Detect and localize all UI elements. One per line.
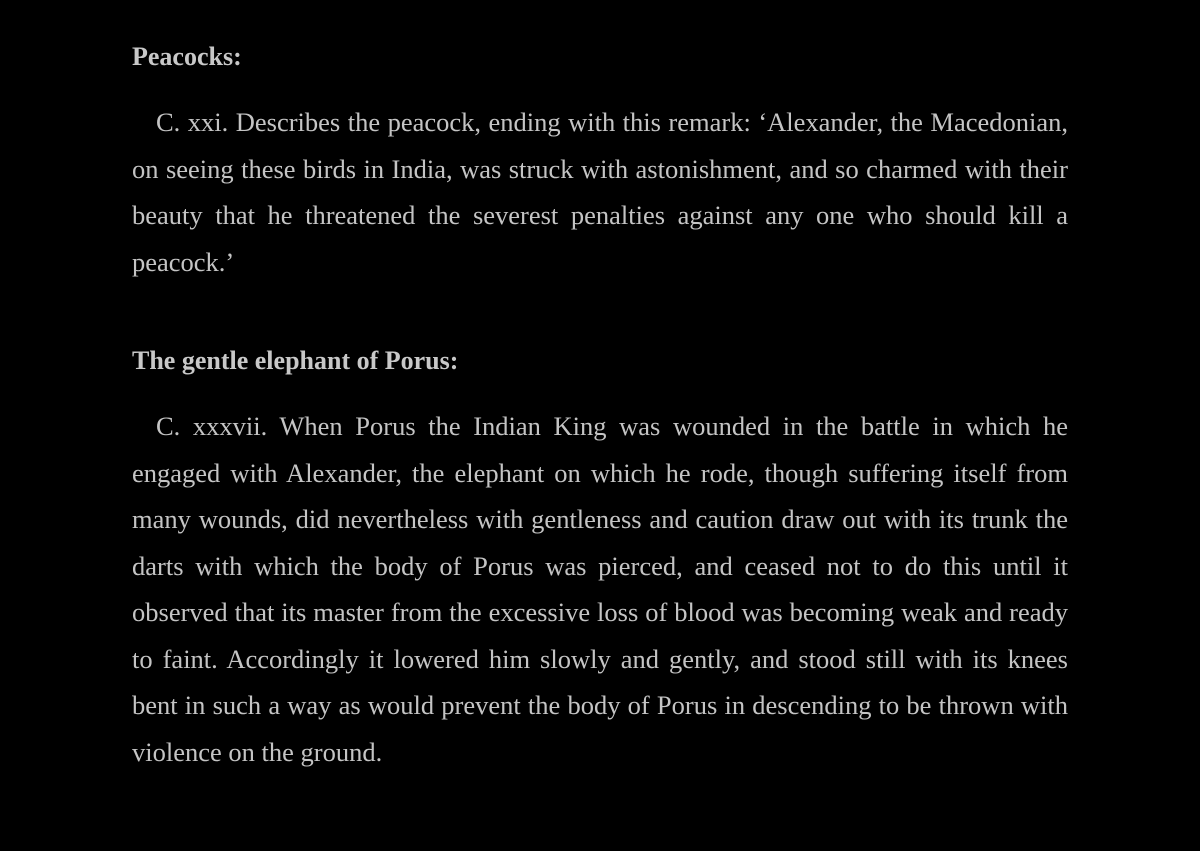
- section-paragraph-elephant: C. xxxvii. When Porus the Indian King was wounded in the battle in which he engaged with Alexander, the elephant on which he rode, though suffering itself from many wounds, did nevertheless with gentleness and caution draw out with its trunk the darts with which the body of Porus was pierced, and ceased not to do this until it observed that its master from the excessive loss of blood was becoming weak and ready to faint. Accordingly it lowered him slowly and gently, and stood still with its knees bent in such a way as would prevent the body of Porus in descending to be thrown with violence on the ground.: [132, 411, 1068, 767]
- section-heading-peacocks: Peacocks:: [132, 42, 242, 71]
- section-heading-elephant: The gentle elephant of Porus:: [132, 346, 459, 375]
- section-paragraph-peacocks: C. xxi. Describes the peacock, ending with this remark: ‘Alexander, the Macedonian, on seeing these birds in India, was struck with astonishment, and so charmed with their beauty that he threatened the severest penalties against any one who should kill a peacock.’: [132, 107, 1068, 277]
